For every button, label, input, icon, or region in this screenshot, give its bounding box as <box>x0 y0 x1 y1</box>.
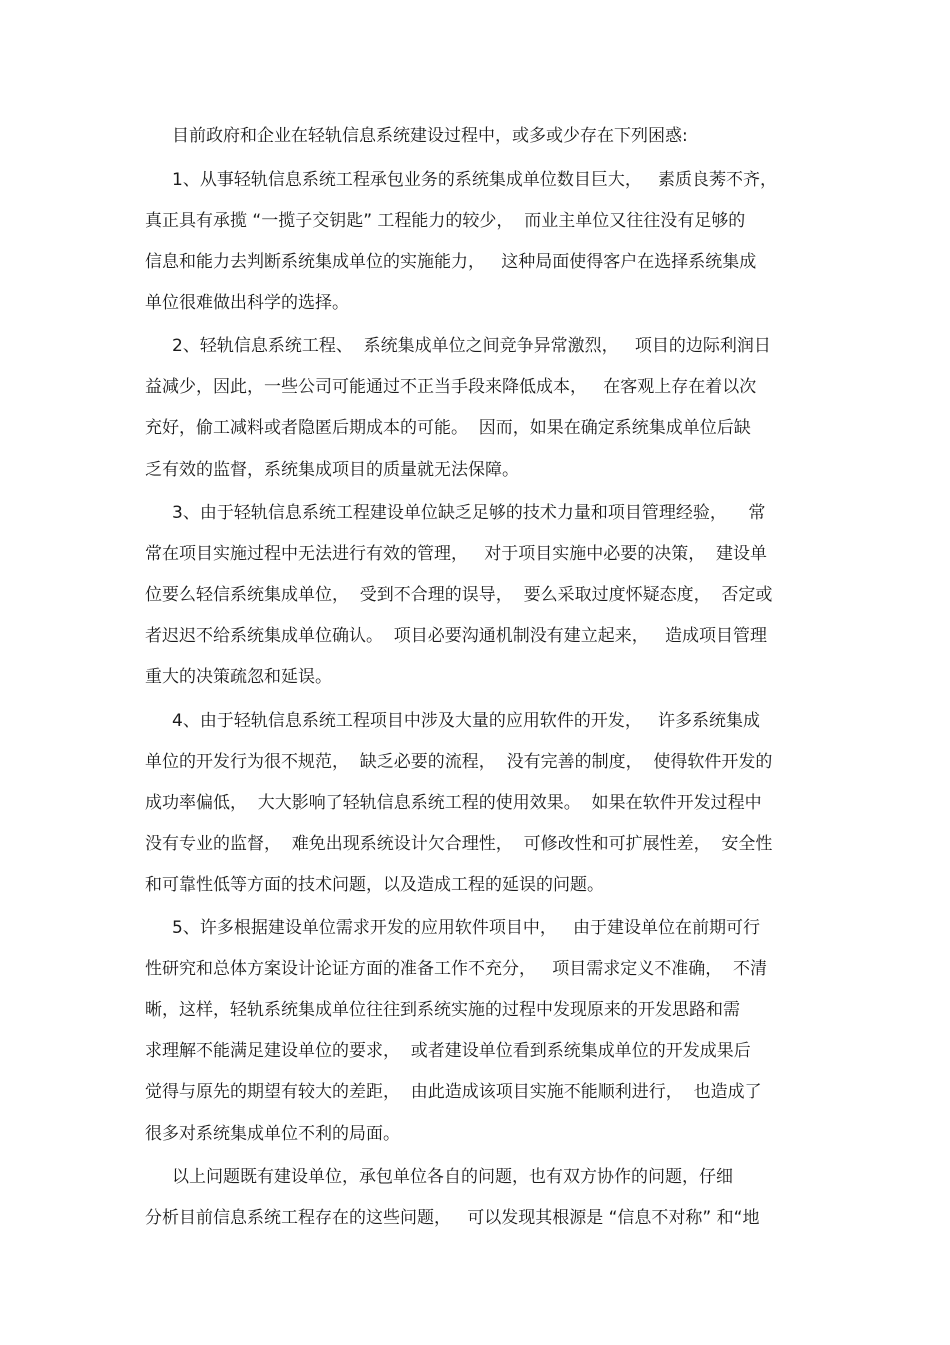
text-line: 5、许多根据建设单位需求开发的应用软件项目中， 由于建设单位在前期可行 <box>172 918 761 938</box>
text-line: 真正具有承揽 “一揽子交钥匙” 工程能力的较少， 而业主单位又往往没有足够的 <box>145 211 746 231</box>
text-line: 充好，偷工减料或者隐匿后期成本的可能。 因而，如果在确定系统集成单位后缺 <box>145 418 751 438</box>
text-line: 性研究和总体方案设计论证方面的准备工作不充分， 项目需求定义不准确， 不清 <box>145 959 768 979</box>
text-line: 乏有效的监督，系统集成项目的质量就无法保障。 <box>145 460 519 480</box>
text-line: 分析目前信息系统工程存在的这些问题， 可以发现其根源是 “信息不对称” 和“地 <box>145 1208 760 1228</box>
text-line: 常在项目实施过程中无法进行有效的管理， 对于项目实施中必要的决策， 建设单 <box>145 544 768 564</box>
text-line: 成功率偏低， 大大影响了轻轨信息系统工程的使用效果。 如果在软件开发过程中 <box>145 793 762 813</box>
text-line: 以上问题既有建设单位，承包单位各自的问题，也有双方协作的问题，仔细 <box>172 1167 733 1187</box>
text-line: 很多对系统集成单位不利的局面。 <box>145 1124 400 1144</box>
text-line: 求理解不能满足建设单位的要求， 或者建设单位看到系统集成单位的开发成果后 <box>145 1041 751 1061</box>
text-line: 觉得与原先的期望有较大的差距， 由此造成该项目实施不能顺利进行， 也造成了 <box>145 1082 762 1102</box>
text-line: 位要么轻信系统集成单位， 受到不合理的误导， 要么采取过度怀疑态度， 否定或 <box>145 585 773 605</box>
text-line: 和可靠性低等方面的技术问题，以及造成工程的延误的问题。 <box>145 875 604 895</box>
text-line: 没有专业的监督， 难免出现系统设计欠合理性， 可修改性和可扩展性差， 安全性 <box>145 834 773 854</box>
text-line: 1、从事轻轨信息系统工程承包业务的系统集成单位数目巨大， 素质良莠不齐， <box>172 170 778 190</box>
text-line: 2、轻轨信息系统工程、 系统集成单位之间竞争异常激烈， 项目的边际利润日 <box>172 336 771 356</box>
text-line: 单位的开发行为很不规范， 缺乏必要的流程， 没有完善的制度， 使得软件开发的 <box>145 752 773 772</box>
text-line: 3、由于轻轨信息系统工程建设单位缺乏足够的技术力量和项目管理经验， 常 <box>172 503 766 523</box>
text-line: 重大的决策疏忽和延误。 <box>145 667 332 687</box>
text-line: 信息和能力去判断系统集成单位的实施能力， 这种局面使得客户在选择系统集成 <box>145 252 757 272</box>
text-line: 晰，这样，轻轨系统集成单位往往到系统实施的过程中发现原来的开发思路和需 <box>145 1000 740 1020</box>
text-line: 益减少，因此，一些公司可能通过不正当手段来降低成本， 在客观上存在着以次 <box>145 377 757 397</box>
text-line: 4、由于轻轨信息系统工程项目中涉及大量的应用软件的开发， 许多系统集成 <box>172 711 761 731</box>
text-line: 单位很难做出科学的选择。 <box>145 293 349 313</box>
text-line: 者迟迟不给系统集成单位确认。 项目必要沟通机制没有建立起来， 造成项目管理 <box>145 626 768 646</box>
text-line: 目前政府和企业在轻轨信息系统建设过程中，或多或少存在下列困惑: <box>172 126 688 146</box>
